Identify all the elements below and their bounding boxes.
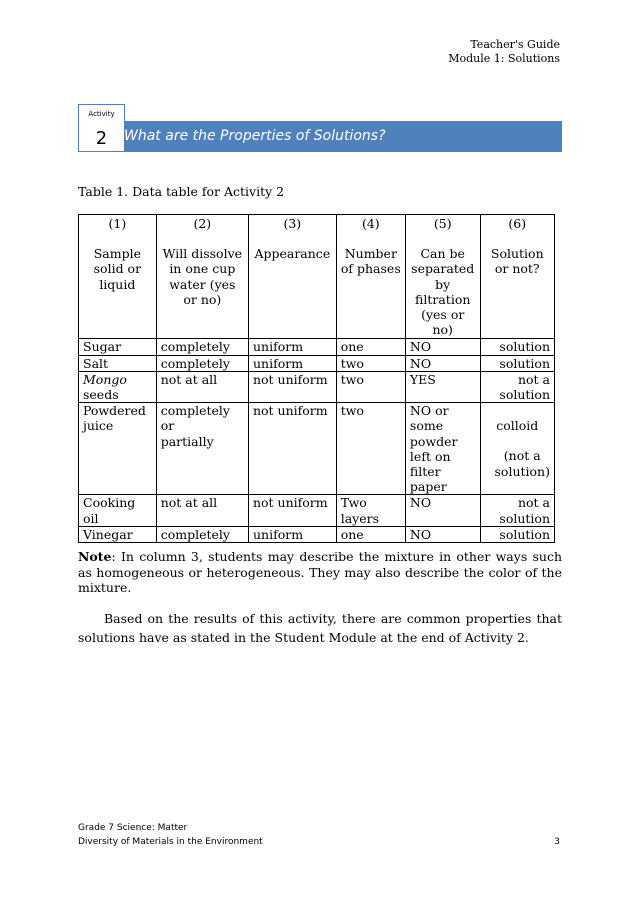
column-header: (6) Solution or not? — [480, 215, 554, 339]
footer-course: Grade 7 Science: Matter — [78, 823, 188, 833]
sample-name-extra: seeds — [83, 387, 119, 403]
table-row — [79, 355, 555, 371]
cell-phases: one — [336, 339, 405, 355]
cell-solution — [480, 403, 554, 495]
page-header — [448, 38, 560, 66]
cell-dissolve: completely — [156, 355, 248, 371]
body-paragraph: Based on the results of this activity, there are common properties that solutions have as stated in the Student Module at the end of Activity 2. — [78, 611, 562, 645]
cell-solution: not a solution — [480, 495, 554, 526]
header-module-title: Module 1: Solutions — [448, 52, 560, 65]
table-caption: Table 1. Data table for Activity 2 — [78, 184, 285, 199]
cell-sample: Cooking oil — [79, 495, 157, 526]
cell-sample: Sugar — [79, 339, 157, 355]
table-row — [79, 403, 555, 495]
solution-value: colloid — [496, 418, 539, 434]
cell-filtration: NO — [405, 355, 480, 371]
cell-phases: two — [336, 371, 405, 402]
cell-dissolve: completely — [156, 526, 248, 542]
column-header: (4) Number of phases — [336, 215, 405, 339]
page-footer — [78, 821, 562, 849]
cell-sample: Powdered juice — [79, 403, 157, 495]
table-row — [79, 495, 555, 526]
column-header: (3) Appearance — [248, 215, 336, 339]
note-text: : In column 3, students may describe the mixture in other ways such as homogeneous or heterogeneous. They may also describe the color of the mixture. — [78, 549, 562, 595]
cell-sample: Salt — [79, 355, 157, 371]
cell-phases: Two layers — [336, 495, 405, 526]
cell-phases: one — [336, 526, 405, 542]
data-table — [78, 214, 555, 543]
cell-sample — [79, 371, 157, 402]
cell-appearance: uniform — [248, 355, 336, 371]
activity-badge — [78, 104, 125, 152]
note-label: Note — [78, 549, 112, 564]
table-row — [79, 371, 555, 402]
column-header: (5) Can be separated by filtration (yes or no) — [405, 215, 480, 339]
cell-sample: Vinegar — [79, 526, 157, 542]
page-number: 3 — [554, 837, 560, 847]
cell-phases: two — [336, 403, 405, 495]
cell-filtration: NO or some powder left on filter paper — [405, 403, 480, 495]
cell-dissolve: completely or partially — [156, 403, 248, 495]
cell-solution: not a solution — [480, 371, 554, 402]
header-guide-title: Teacher's Guide — [470, 38, 560, 51]
cell-solution: solution — [480, 339, 554, 355]
footer-unit: Diversity of Materials in the Environment — [78, 837, 263, 847]
activity-label: Activity — [88, 110, 115, 118]
cell-appearance: not uniform — [248, 371, 336, 402]
cell-filtration: YES — [405, 371, 480, 402]
cell-filtration: NO — [405, 495, 480, 526]
table-header-row — [79, 215, 555, 339]
column-header: (2) Will dissolve in one cup water (yes or no) — [156, 215, 248, 339]
cell-filtration: NO — [405, 339, 480, 355]
sample-name-italic: Mongo — [83, 371, 127, 387]
cell-appearance: uniform — [248, 339, 336, 355]
solution-extra: (not a solution) — [494, 448, 550, 479]
note-paragraph — [78, 549, 562, 596]
cell-dissolve: not at all — [156, 495, 248, 526]
cell-filtration: NO — [405, 526, 480, 542]
cell-appearance: uniform — [248, 526, 336, 542]
activity-title: What are the Properties of Solutions? — [124, 128, 386, 144]
cell-phases: two — [336, 355, 405, 371]
cell-dissolve: completely — [156, 339, 248, 355]
cell-dissolve: not at all — [156, 371, 248, 402]
column-header: (1) Sample solid or liquid — [79, 215, 157, 339]
cell-appearance: not uniform — [248, 403, 336, 495]
table-row — [79, 339, 555, 355]
activity-number: 2 — [95, 128, 108, 149]
cell-solution: solution — [480, 355, 554, 371]
cell-appearance: not uniform — [248, 495, 336, 526]
cell-solution: solution — [480, 526, 554, 542]
table-row — [79, 526, 555, 542]
